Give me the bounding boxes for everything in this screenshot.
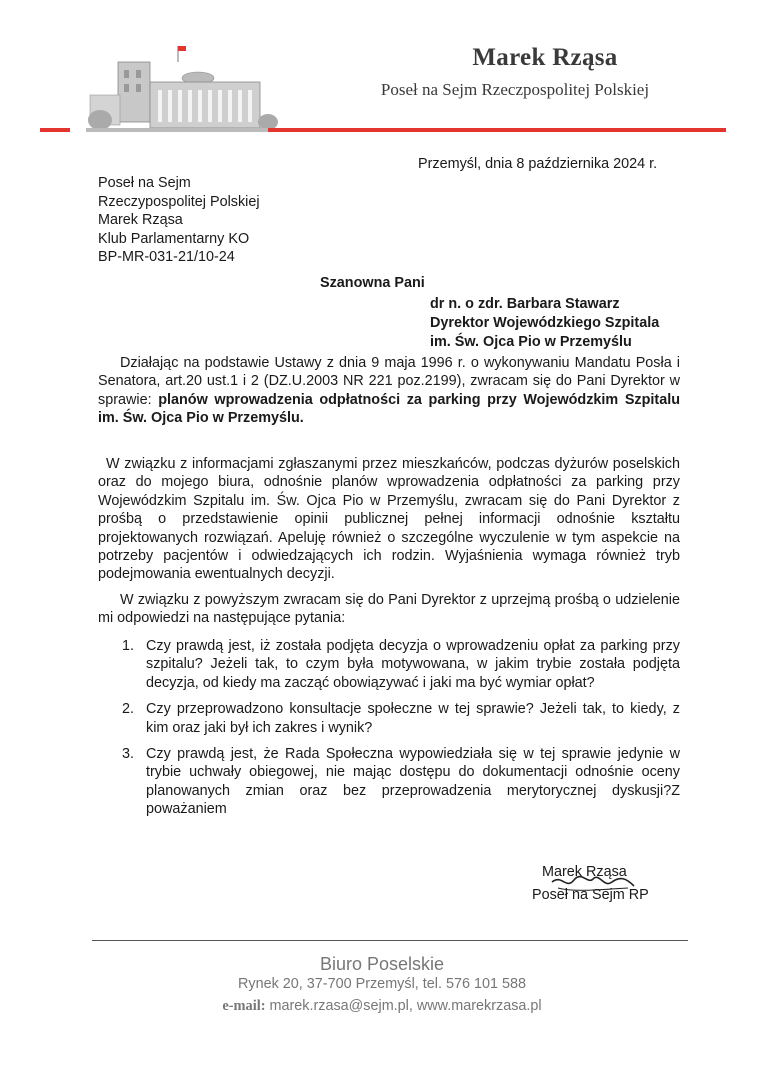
body-paragraph-2: W związku z informacjami zgłaszanymi przez mieszkańców, podczas dyżurów poselskich oraz do mojego biura, odnośnie planów wprowadzenia odpłatności za parking przy Wojewódzkim Szpitalu im. Św. Ojca Pio w Przemyślu, zwracam się do Pani Dyrektor z prośbą o przedstawienie opinii publicznej pełnej informacji odnośnie kształtu projektowanych rozwiązań. Apeluję również o szczególne wyczulenie w tym aspekcie na potrzeby pacjentów i odwiedzających ich rodzin. Wyjaśnienia wymaga również tryb podejmowania ewentualnych decyzji. xyxy=(98,456,680,583)
footer-address: Rynek 20, 37-700 Przemyśl, tel. 576 101 588 xyxy=(238,976,526,992)
paragraph-text: Działając na podstawie Ustawy z dnia 9 maja 1996 r. o wykonywaniu Mandatu Posła i Senatora, art.20 ust.1 i 2 (DZ.U.2003 NR 221 poz.2199), zwracam się do Pani Dyrektor w sprawie: xyxy=(98,355,680,408)
recipient-line: im. Św. Ojca Pio w Przemyślu xyxy=(430,334,632,350)
recipient-block xyxy=(430,295,659,352)
letterhead-name: Marek Rząsa xyxy=(472,44,618,71)
footer-divider xyxy=(92,940,688,941)
sejm-building-icon xyxy=(80,40,280,140)
reference-number: BP-MR-031-21/10-24 xyxy=(98,249,235,266)
header-accent-line-left xyxy=(40,128,70,132)
sender-block xyxy=(98,174,260,267)
sender-line: Marek Rząsa xyxy=(98,212,183,229)
sender-line: Poseł na Sejm xyxy=(98,175,191,191)
signature-role: Poseł na Sejm RP xyxy=(532,887,649,903)
body-paragraph-1 xyxy=(98,354,680,428)
footer-contact xyxy=(0,998,764,1015)
list-item-number: 1. xyxy=(122,638,135,654)
salutation: Szanowna Pani xyxy=(320,275,425,291)
sender-line: Rzeczypospolitej Polskiej xyxy=(98,193,260,210)
list-item-number: 3. xyxy=(122,746,135,763)
body-paragraph-3: W związku z powyższym zwracam się do Pani Dyrektor z uprzejmą prośbą o udzielenie mi odpowiedzi na następujące pytania: xyxy=(98,592,680,627)
list-item-number: 2. xyxy=(122,701,135,718)
header-accent-line-right xyxy=(268,128,726,132)
list-item xyxy=(98,745,680,819)
footer-contact-links: marek.rzasa@sejm.pl, www.marekrzasa.pl xyxy=(269,998,542,1014)
letterhead-subtitle: Poseł na Sejm Rzeczpospolitej Polskiej xyxy=(380,80,650,99)
footer-email-label: e-mail: xyxy=(222,998,266,1014)
letter-date: Przemyśl, dnia 8 października 2024 r. xyxy=(418,156,658,172)
recipient-line: Dyrektor Wojewódzkiego Szpitala xyxy=(430,315,660,331)
list-item-text: Czy prawdą jest, iż została podjęta decyzja o wprowadzeniu opłat za parking przy szpitalu? Jeżeli tak, to czym była motywowana, w jakim trybie została podjęta decyzja, od kiedy ma zacząć obowiązywać i jaki ma być wymiar opłat? xyxy=(146,638,680,691)
list-item xyxy=(98,637,680,692)
paragraph-subject: planów wprowadzenia odpłatności za parking przy Wojewódzkim Szpitalu im. Św. Ojca Pio w Przemyślu. xyxy=(98,391,680,427)
recipient-line: dr n. o zdr. Barbara Stawarz xyxy=(430,296,620,312)
list-item-text: Czy prawdą jest, że Rada Społeczna wypowiedziała się w tej sprawie jedynie w trybie uchwały obiegowej, nie mając dostępu do dokumentacji odnośnie oceny planowanych zmian oraz bez przeprowadzenia merytorycznej dyskusji?Z poważaniem xyxy=(146,746,680,818)
list-item-text: Czy przeprowadzono konsultacje społeczne w tej sprawie? Jeżeli tak, to kiedy, z kim oraz jaki był ich zakres i wynik? xyxy=(146,701,680,736)
footer-title: Biuro Poselskie xyxy=(319,954,445,974)
signature-name: Marek Rząsa xyxy=(542,864,627,880)
list-item xyxy=(98,700,680,737)
question-list xyxy=(98,637,680,827)
sender-line: Klub Parlamentarny KO xyxy=(98,230,250,247)
